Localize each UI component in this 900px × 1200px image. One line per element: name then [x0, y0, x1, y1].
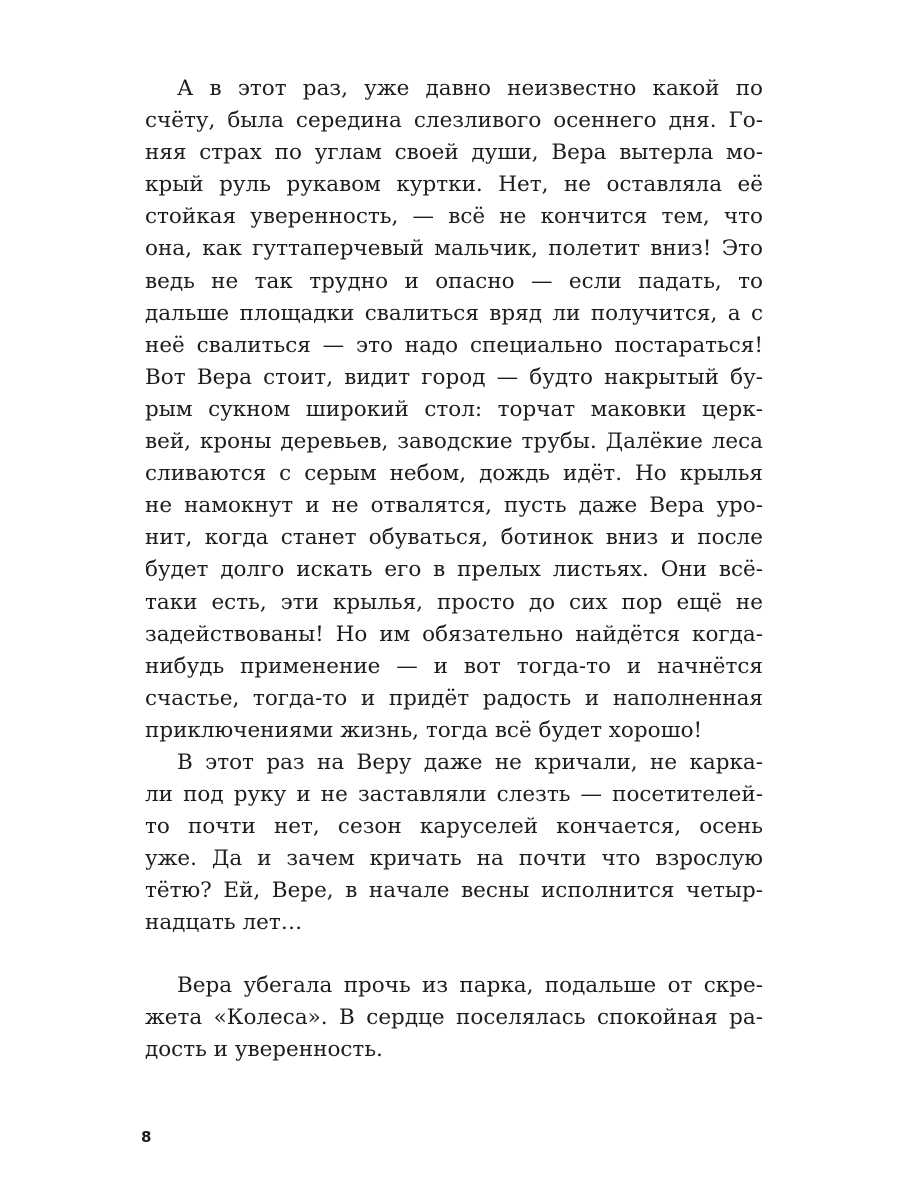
text-line: ли под руку и не заставляли слезть — посетителей- [145, 782, 763, 808]
text-line: то почти нет, сезон каруселей кончается, осень [145, 814, 763, 840]
text-line: вей, кроны деревьев, заводские трубы. Далёкие леса [145, 429, 763, 455]
text-line: дость и уверенность. [145, 1037, 383, 1063]
text-line: будет долго искать его в прелых листьях. Они всё- [145, 557, 763, 583]
text-line: няя страх по углам своей души, Вера вытерла мо- [145, 140, 763, 166]
text-line: дальше площадки свалиться вряд ли получится, а с [145, 300, 763, 326]
text-line: стойкая уверенность, — всё не кончится тем, что [145, 204, 763, 230]
text-line: рым сукном широкий стол: торчат маковки церк- [145, 396, 763, 422]
text-line: ведь не так трудно и опасно — если падать, то [145, 268, 763, 294]
text-line: жета «Колеса». В сердце поселялась спокойная ра- [145, 1005, 763, 1031]
text-line: А в этот раз, уже давно неизвестно какой по [177, 76, 763, 101]
text-line: сливаются с серым небом, дождь идёт. Но крылья [145, 461, 763, 487]
text-line: крый руль рукавом куртки. Нет, не оставляла её [145, 172, 763, 198]
page-number: 8 [141, 1128, 152, 1146]
text-line: надцать лет… [145, 910, 303, 936]
text-line: неё свалиться — это надо специально постараться! [145, 332, 763, 358]
text-line: Вот Вера стоит, видит город — будто накрытый бу- [145, 364, 763, 390]
text-line: нибудь применение — и вот тогда-то и начнётся [145, 653, 763, 679]
text-line: уже. Да и зачем кричать на почти что взрослую [145, 846, 763, 872]
text-line: счёту, была середина слезливого осеннего дня. Го- [145, 108, 763, 134]
text-line: она, как гуттаперчевый мальчик, полетит вниз! Это [145, 236, 763, 262]
text-line: приключениями жизнь, тогда всё будет хорошо! [145, 717, 703, 743]
text-line: не намокнут и не отвалятся, пусть даже Вера уро- [145, 493, 763, 519]
text-line: Вера убегала прочь из парка, подальше от скре- [177, 973, 763, 998]
paragraph-3 [145, 970, 763, 1066]
paragraph-1 [145, 73, 763, 747]
text-line: счастье, тогда-то и придёт радость и наполненная [145, 685, 763, 711]
text-line: тётю? Ей, Вере, в начале весны исполнится четыр- [145, 878, 763, 904]
text-line: задействованы! Но им обязательно найдётся когда- [145, 621, 763, 647]
text-line: таки есть, эти крылья, просто до сих пор ещё не [145, 589, 763, 615]
text-line: нит, когда станет обуваться, ботинок вниз и после [145, 525, 763, 551]
paragraph-2 [145, 747, 763, 940]
text-line: В этот раз на Веру даже не кричали, не карка- [177, 750, 763, 775]
